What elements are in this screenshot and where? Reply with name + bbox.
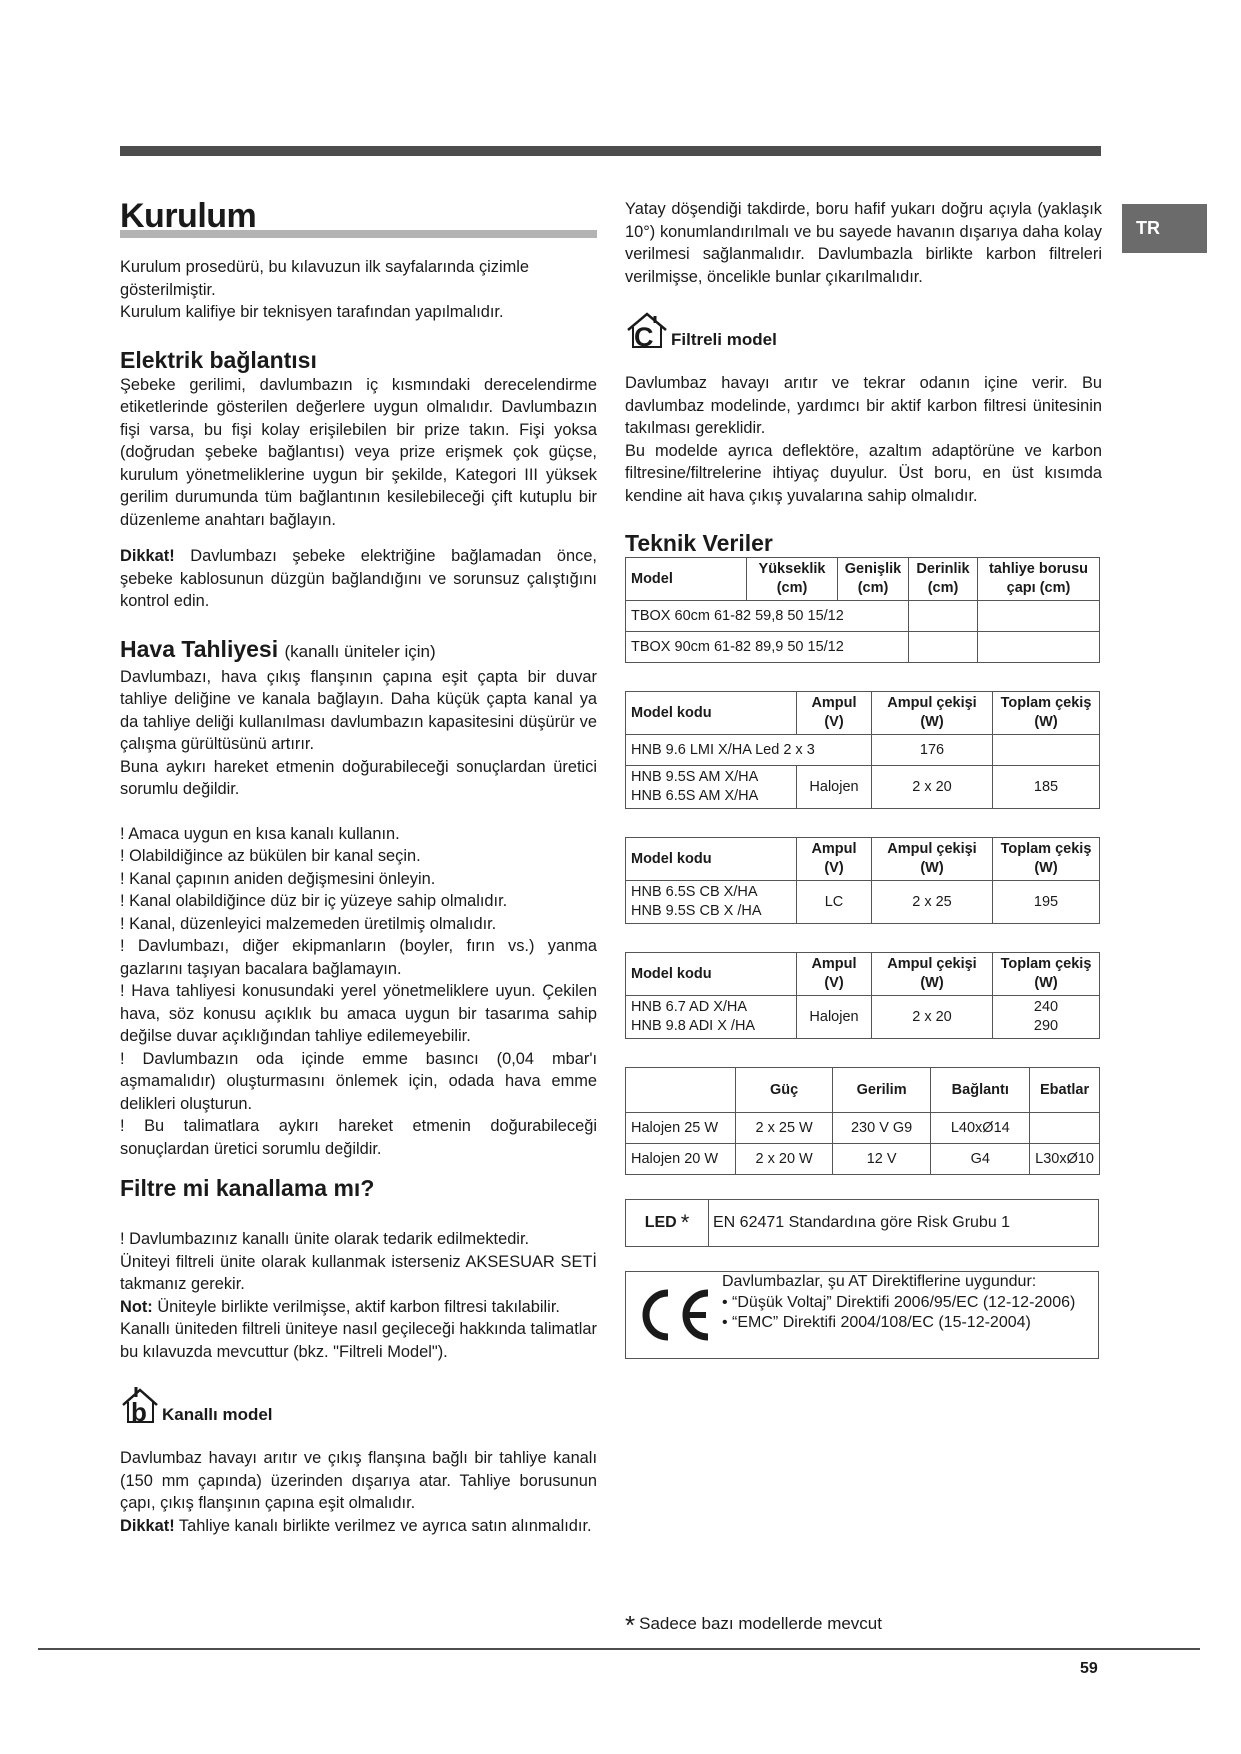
ce-text: [722, 1272, 1079, 1358]
table-cell: HNB 6.7 AD X/HA HNB 9.8 ADI X /HA: [626, 996, 797, 1039]
table-cell: Halojen: [797, 766, 872, 809]
table-header: Model: [626, 558, 747, 601]
table-cell: HNB 6.5S CB X/HA HNB 9.5S CB X /HA: [626, 881, 797, 924]
table-header: [626, 1068, 736, 1113]
table-row: [626, 601, 1100, 632]
led-risk-text: EN 62471 Standardına göre Risk Grubu 1: [713, 1214, 1011, 1231]
table-cell: 12 V: [832, 1144, 931, 1175]
note-label: Not:: [120, 1297, 153, 1316]
table-cell: L30xØ10: [1030, 1144, 1100, 1175]
table-header: Ampul (V): [797, 692, 872, 735]
table-cell: 2 x 20 W: [736, 1144, 832, 1175]
table-header: Gerilim: [832, 1068, 931, 1113]
filter-model-title: Filtreli model: [671, 330, 777, 349]
horizontal-text: Yatay döşendiği takdirde, boru hafif yukarı doğru açıyla (yaklaşık 10°) konumlandırılmalı ve bu sayede havanın dışarıya daha kolay verilmesi sağlanmalıdır. Davlumbazla birlikte karbon filtreleri verilmişse, öncelikle bunlar çıkarılmalıdır.: [625, 200, 1102, 286]
lamp-table-2: [625, 837, 1100, 924]
table-cell: L40xØ14: [931, 1113, 1030, 1144]
table-header: Genişlik (cm): [838, 558, 909, 601]
dimensions-table: [625, 557, 1100, 663]
table-cell: Halojen 25 W: [626, 1113, 736, 1144]
table-header: Ampul çekişi (W): [872, 838, 993, 881]
table-row: [626, 1113, 1100, 1144]
table-cell: [909, 601, 978, 632]
filter-text-2: Üniteyi filtreli ünite olarak kullanmak isterseniz AKSESUAR SETİ takmanız gerekir.: [120, 1252, 597, 1293]
list-item: ! Olabildiğince az bükülen bir kanal seçin.: [120, 847, 421, 865]
ducted-warning: [120, 1515, 597, 1538]
table-header: Model kodu: [626, 953, 797, 996]
lamp-table-1: [625, 691, 1100, 809]
table-header: Güç: [736, 1068, 832, 1113]
table-cell: 2 x 20: [872, 766, 993, 809]
table-cell: [978, 601, 1100, 632]
table-header: Bağlantı: [931, 1068, 1030, 1113]
ducted-model-heading: [120, 1385, 597, 1425]
asterisk-icon: *: [625, 1610, 636, 1640]
asterisk-icon: *: [680, 1210, 690, 1235]
table-cell: [1030, 1113, 1100, 1144]
table-header: Toplam çekiş (W): [993, 953, 1100, 996]
list-item: ! Kanal çapının aniden değişmesini önleyin.: [120, 869, 436, 888]
ce-text-line: • “Düşük Voltaj” Direktifi 2006/95/EC (12-12-2006): [722, 1293, 1076, 1311]
filter-heading: Filtre mi kanallama mı?: [120, 1175, 375, 1201]
table-cell: [909, 632, 978, 663]
table-row: [626, 766, 1100, 809]
ce-text-line: Davlumbazlar, şu AT Direktiflerine uygundur:: [722, 1273, 1037, 1290]
air-exhaust-text-2: Buna aykırı hareket etmenin doğurabileceği sonuçlardan üretici sorumlu değildir.: [120, 757, 597, 798]
table-header: Ampul çekişi (W): [872, 953, 993, 996]
electric-heading: Elektrik bağlantısı: [120, 346, 317, 373]
table-header: Model kodu: [626, 838, 797, 881]
left-column: [120, 196, 597, 1537]
page-number: 59: [1080, 1660, 1098, 1677]
table-cell: G4: [931, 1144, 1030, 1175]
filter-model-text: Davlumbaz havayı arıtır ve tekrar odanın içine verir. Bu davlumbaz modelinde, yardımcı bir aktif karbon filtresi ünitesinin takılması gereklidir.: [625, 374, 1102, 437]
air-exhaust-subtitle: (kanallı üniteler için): [284, 641, 436, 661]
language-tab: TR: [1122, 204, 1207, 253]
table-cell: 2 x 25: [872, 881, 993, 924]
air-exhaust-title: Hava Tahliyesi: [120, 635, 279, 662]
table-row: [626, 632, 1100, 663]
list-item: ! Bu talimatlara aykırı hareket etmenin doğurabileceği sonuçlardan üretici sorumlu değildir.: [120, 1117, 597, 1158]
air-exhaust-text: Davlumbazı, hava çıkış flanşının çapına eşit çapta bir duvar tahliye deliğine ve kanala bağlayın. Daha küçük çapta kanal ya da tahliye deliği kullanılması davlumbazın kapasitesini düşürür ve çalışma gürültüsünü artırır.: [120, 667, 597, 753]
table-header: Ampul çekişi (W): [872, 692, 993, 735]
table-header: Toplam çekiş (W): [993, 692, 1100, 735]
table-cell: 2 x 25 W: [736, 1113, 832, 1144]
warning-label: Dikkat!: [120, 547, 175, 565]
rules-list: [120, 823, 597, 1161]
table-cell: 195: [993, 881, 1100, 924]
filter-text: ! Davlumbazınız kanallı ünite olarak tedarik edilmektedir.: [120, 1230, 530, 1248]
page-title: Kurulum: [120, 197, 257, 235]
list-item: ! Davlumbazın oda içinde emme basıncı (0,04 mbar'ı aşmamalıdır) oluşturmasını önlemek için, odada hava emme delikleri oluşturun.: [120, 1049, 597, 1113]
footnote: * Sadece bazı modellerde mevcut: [625, 1610, 882, 1640]
table-header: Derinlik (cm): [909, 558, 978, 601]
table-cell: Halojen 20 W: [626, 1144, 736, 1175]
table-cell: [993, 735, 1100, 766]
table-cell: TBOX 90cm 61-82 89,9 50 15/12: [626, 632, 909, 663]
table-cell: [978, 632, 1100, 663]
warning-body: Davlumbazı şebeke elektriğine bağlamadan önce, şebeke kablosunun düzgün bağlandığını ve sorunsuz çalıştığını kontrol edin.: [120, 547, 597, 610]
note-body: Üniteyle birlikte verilmişse, aktif karbon filtresi takılabilir.: [152, 1297, 560, 1316]
list-item: ! Amaca uygun en kısa kanalı kullanın.: [120, 824, 400, 843]
table-header: Ampul (V): [797, 838, 872, 881]
table-cell: 185: [993, 766, 1100, 809]
table-cell: HNB 9.6 LMI X/HA Led 2 x 3: [626, 735, 872, 766]
warning-text: [120, 545, 597, 613]
filter-model-text-2: Bu modelde ayrıca deflektöre, azaltım adaptörüne ve karbon filtresine/filtrelerine ihtiyaç duyulur. Üst boru, en üst kısımda kendine ait hava çıkış yuvalarına sahip olmalıdır.: [625, 441, 1102, 505]
air-exhaust-heading: [120, 635, 597, 666]
table-header: Yükseklik (cm): [747, 558, 838, 601]
list-item: ! Davlumbazı, diğer ekipmanların (boyler, fırın vs.) yanma gazlarını taşıyan bacalara bağlamayın.: [120, 937, 597, 978]
svg-text:b: b: [131, 1397, 147, 1425]
svg-text:C: C: [634, 322, 654, 350]
list-item: ! Kanal olabildiğince düz bir iç yüzeye sahip olmalıdır.: [120, 892, 508, 910]
footer-rule: [38, 1648, 1200, 1650]
table-header: Ampul (V): [797, 953, 872, 996]
table-cell: TBOX 60cm 61-82 59,8 50 15/12: [626, 601, 909, 632]
led-risk-box: [625, 1199, 1099, 1247]
table-header: tahliye borusu çapı (cm): [978, 558, 1100, 601]
ducted-model-title: Kanallı model: [162, 1405, 273, 1424]
ducted-text: Davlumbaz havayı arıtır ve çıkış flanşına bağlı bir tahliye kanalı (150 mm çapında) üzerinden dışarıya atar. Tahliye borusunun çapı, çıkış flanşının çapına eşit olmalıdır.: [120, 1449, 597, 1512]
table-row: [626, 881, 1100, 924]
led-label: LED *: [626, 1200, 709, 1246]
ducted-house-icon: [120, 1385, 160, 1425]
table-cell: LC: [797, 881, 872, 924]
ducted-warning-label: Dikkat!: [120, 1516, 175, 1535]
ce-mark-icon: [626, 1272, 722, 1358]
intro-text: Kurulum prosedürü, bu kılavuzun ilk sayfalarında çizimle gösterilmiştir.: [120, 258, 530, 299]
technical-data-heading: Teknik Veriler: [625, 530, 773, 556]
table-cell: 230 V G9: [832, 1113, 931, 1144]
lamp-table-3: [625, 952, 1100, 1039]
filter-house-icon: [625, 310, 669, 350]
filter-text-3: Kanallı üniteden filtreli üniteye nasıl geçileceği hakkında talimatlar bu kılavuzda mevcuttur (bkz. "Filtreli Model").: [120, 1320, 597, 1361]
intro-text-2: Kurulum kalifiye bir teknisyen tarafından yapılmalıdır.: [120, 303, 504, 321]
table-cell: Halojen: [797, 996, 872, 1039]
table-cell: 240 290: [993, 996, 1100, 1039]
table-row: [626, 1144, 1100, 1175]
table-cell: HNB 9.5S AM X/HA HNB 6.5S AM X/HA: [626, 766, 797, 809]
ce-text-line: • “EMC” Direktifi 2004/108/EC (15-12-2004): [722, 1314, 1031, 1331]
table-cell: 2 x 20: [872, 996, 993, 1039]
table-header: Model kodu: [626, 692, 797, 735]
table-cell: 176: [872, 735, 993, 766]
filter-model-heading: [625, 310, 1102, 350]
electric-text: Şebeke gerilimi, davlumbazın iç kısmındaki derecelendirme etiketlerinde gösterilen değerlere uygun olmalıdır. Davlumbazın fişi varsa, bu fişi kolay erişilebilen bir prize takın. Fişi yoksa (doğrudan şebeke bağlantısı) veya prize erişmek çok güçse, kurulum yönetmeliklerine uygun bir şekilde, Kategori III yüksek gerilim durumunda tüm bağlantının kesilebileceği çift kutuplu bir düzenleme anahtarı bağlayın.: [120, 375, 597, 529]
bulb-table: [625, 1067, 1100, 1175]
ducted-warning-body: Tahliye kanalı birlikte verilmez ve ayrıca satın alınmalıdır.: [174, 1516, 592, 1535]
right-column: [625, 198, 1102, 1359]
table-row: [626, 996, 1100, 1039]
list-item: ! Kanal, düzenleyici malzemeden üretilmiş olmalıdır.: [120, 914, 497, 933]
list-item: ! Hava tahliyesi konusundaki yerel yönetmeliklere uyun. Çekilen hava, söz konusu açıklık bu amaca uygun bir tasarıma sahip değilse duvar açıklığından tahliye edilemeyebilir.: [120, 982, 597, 1045]
ce-compliance-box: [625, 1271, 1099, 1359]
table-header: Toplam çekiş (W): [993, 838, 1100, 881]
header-rule: [120, 146, 1101, 156]
table-row: [626, 735, 1100, 766]
note-text: [120, 1296, 597, 1319]
table-header: Ebatlar: [1030, 1068, 1100, 1113]
